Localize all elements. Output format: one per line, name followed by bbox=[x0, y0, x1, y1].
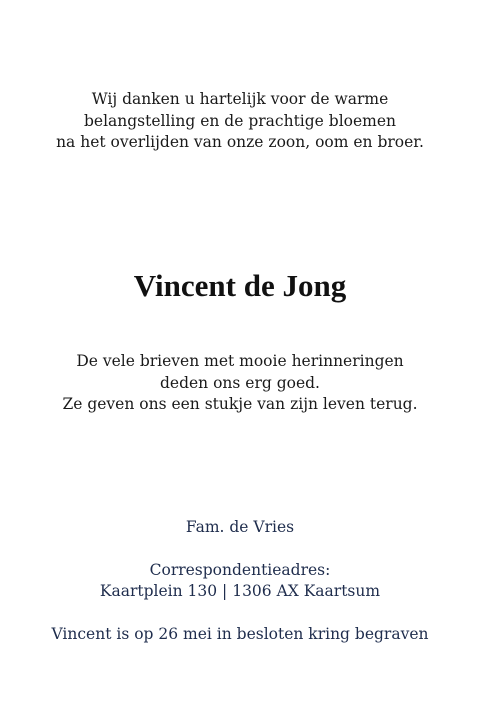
letters-line: Ze geven ons een stukje van zijn leven terug. bbox=[62, 395, 418, 413]
burial-note: Vincent is op 26 mei in besloten kring begraven bbox=[51, 624, 429, 643]
family-name: Fam. de Vries bbox=[185, 518, 295, 536]
deceased-name: Vincent de Jong bbox=[133, 268, 347, 303]
letters-line: deden ons erg goed. bbox=[159, 373, 320, 392]
correspondence-address: Kaartplein 130 | 1306 AX Kaartsum bbox=[99, 582, 381, 600]
correspondence-label: Correspondentieadres: bbox=[149, 560, 331, 579]
letters-message bbox=[0, 351, 480, 416]
thank-you-line: belangstelling en de prachtige bloemen bbox=[83, 111, 397, 130]
spacer bbox=[0, 539, 480, 560]
thank-you-line: na het overlijden van onze zoon, oom en broer. bbox=[56, 133, 424, 151]
signature-block bbox=[0, 517, 480, 645]
spacer bbox=[0, 603, 480, 624]
letters-line: De vele brieven met mooie herinneringen bbox=[76, 352, 404, 370]
thank-you-message bbox=[0, 89, 480, 154]
thank-you-line: Wij danken u hartelijk voor de warme bbox=[91, 90, 389, 108]
